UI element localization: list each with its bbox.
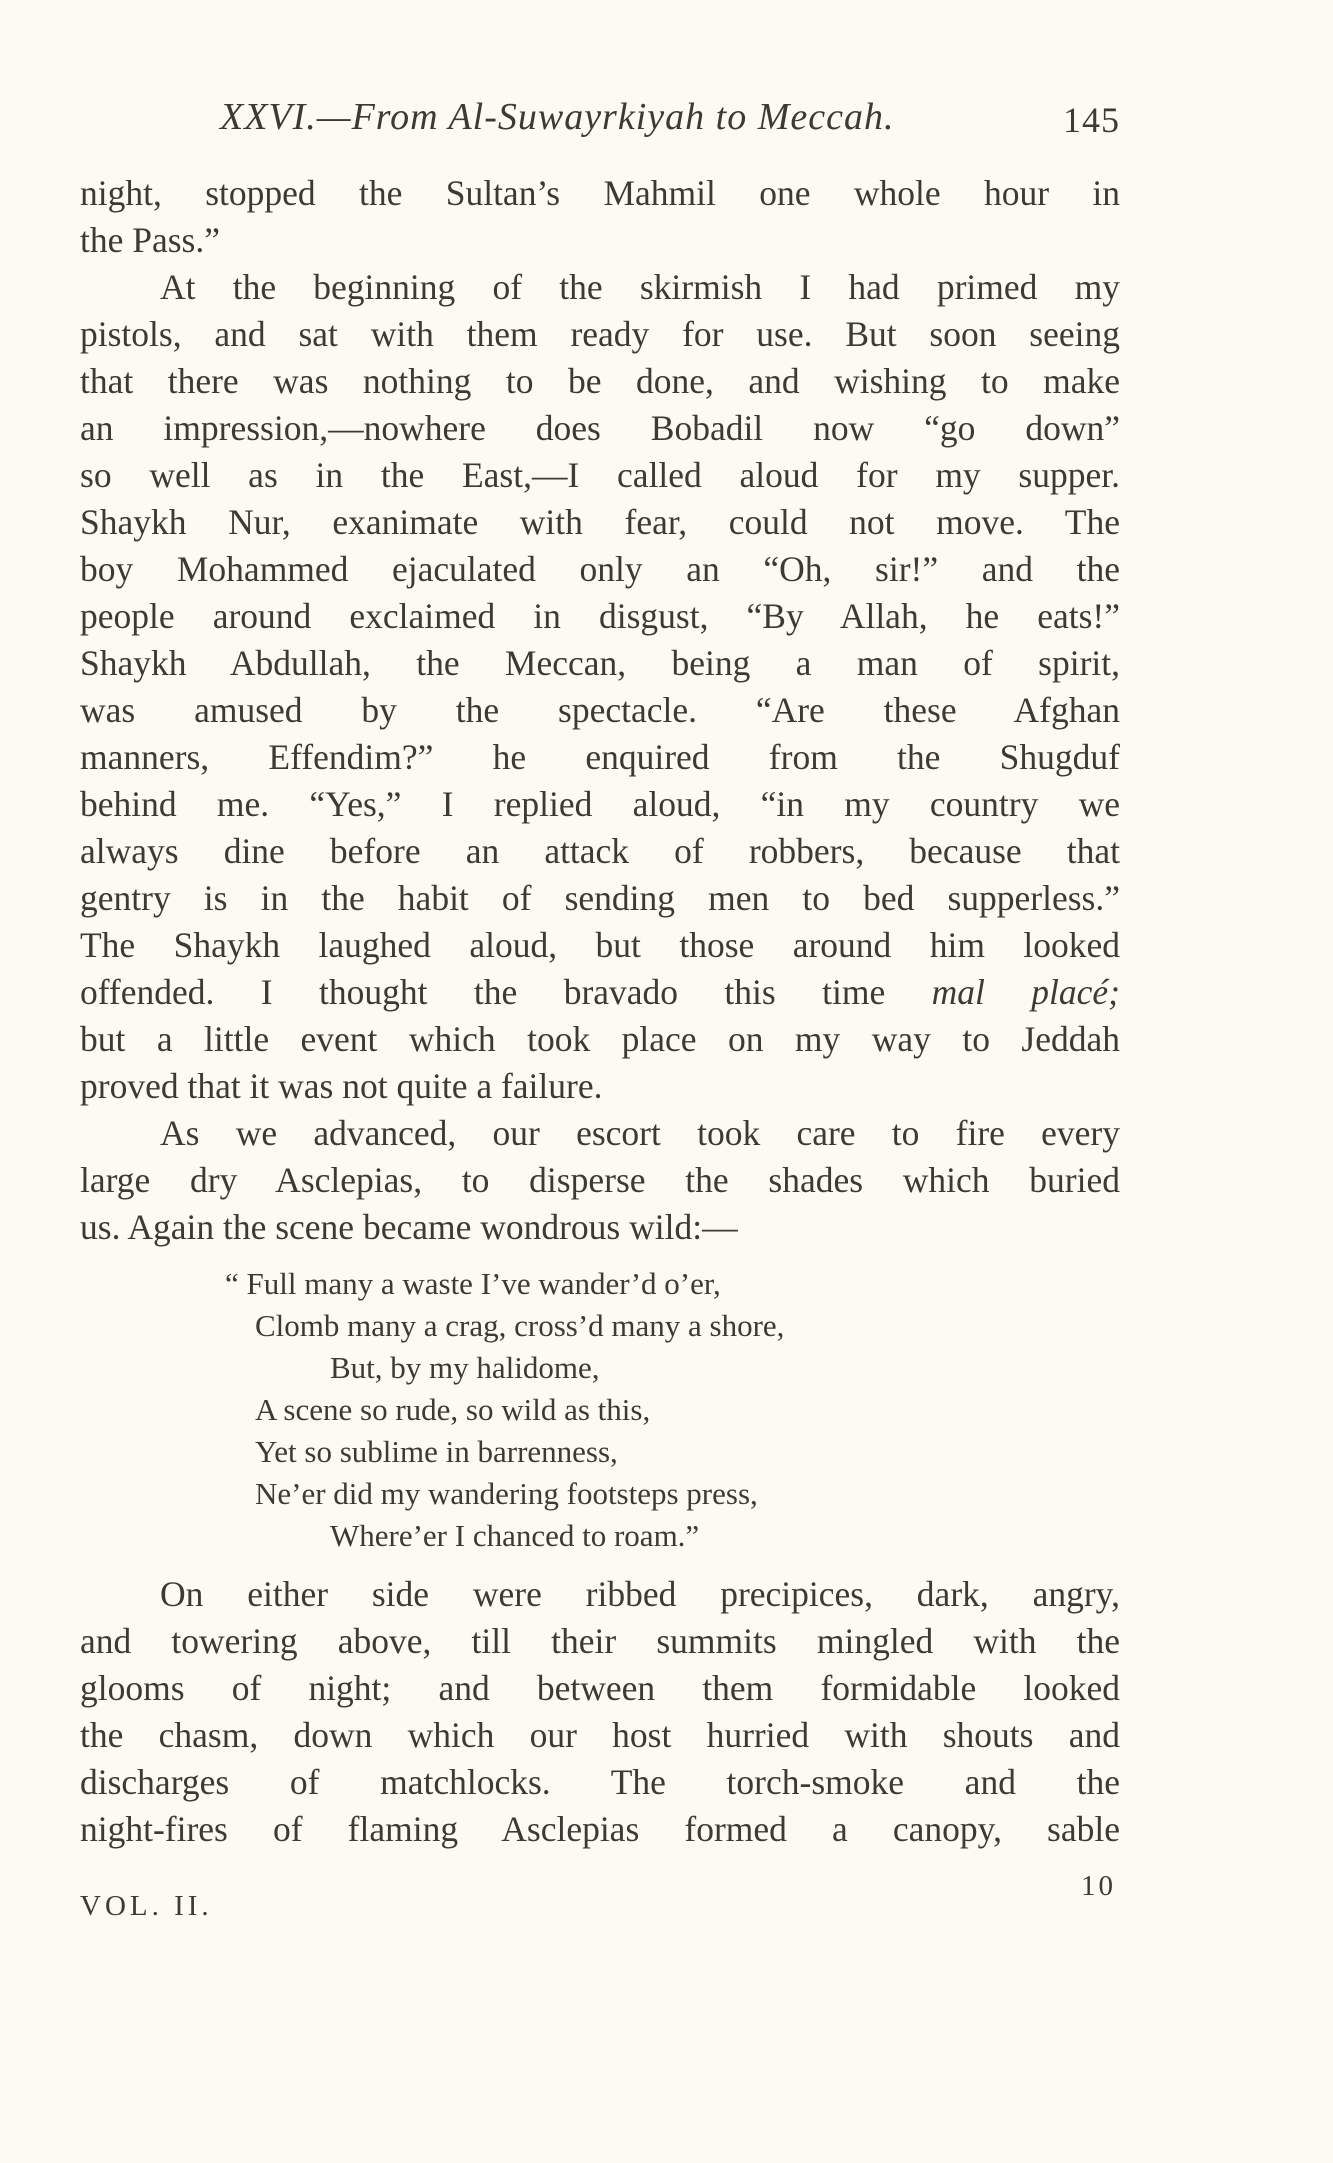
poem-line: A scene so rude, so wild as this,: [255, 1392, 651, 1427]
text-line: so well as in the East,—I called aloud for my supper.: [80, 455, 1120, 495]
running-head: XXVI.—From Al-Suwayrkiyah to Meccah.: [220, 96, 895, 138]
text-line: The Shaykh laughed aloud, but those around him looked: [80, 925, 1120, 965]
text-line: the chasm, down which our host hurried with shouts and: [80, 1715, 1120, 1755]
text-line: manners, Effendim?” he enquired from the Shugduf: [80, 737, 1120, 777]
poem-line: Yet so sublime in barrenness,: [255, 1434, 618, 1469]
italic-phrase: mal placé;: [931, 972, 1120, 1012]
poem-quotation: [80, 1263, 1120, 1557]
text-line: night-fires of flaming Asclepias formed a canopy, sable: [80, 1809, 1120, 1849]
poem-line: But, by my halidome,: [330, 1350, 600, 1385]
text-segment: offended. I thought the bravado this time: [80, 972, 932, 1012]
text-line: proved that it was not quite a failure.: [80, 1066, 603, 1106]
poem-line: “ Full many a waste I’ve wander’d o’er,: [225, 1266, 721, 1301]
text-line: pistols, and sat with them ready for use. But soon seeing: [80, 314, 1120, 354]
volume-label: VOL. II.: [80, 1890, 213, 1922]
text-line: behind me. “Yes,” I replied aloud, “in my country we: [80, 784, 1120, 824]
text-line: Shaykh Abdullah, the Meccan, being a man of spirit,: [80, 643, 1120, 683]
text-line: was amused by the spectacle. “Are these Afghan: [80, 690, 1120, 730]
text-line: night, stopped the Sultan’s Mahmil one whole hour in: [80, 173, 1120, 213]
text-line: always dine before an attack of robbers, because that: [80, 831, 1120, 871]
text-line: boy Mohammed ejaculated only an “Oh, sir!” and the: [80, 549, 1120, 589]
text-line: and towering above, till their summits mingled with the: [80, 1621, 1120, 1661]
text-line: As we advanced, our escort took care to fire every: [160, 1113, 1120, 1153]
body-text: [80, 170, 1120, 1853]
text-line: At the beginning of the skirmish I had primed my: [160, 267, 1120, 307]
text-line: glooms of night; and between them formidable looked: [80, 1668, 1120, 1708]
text-line: an impression,—nowhere does Bobadil now “go down”: [80, 408, 1120, 448]
poem-line: Ne’er did my wandering footsteps press,: [255, 1476, 758, 1511]
text-line: Shaykh Nur, exanimate with fear, could not move. The: [80, 502, 1120, 542]
text-line: the Pass.”: [80, 220, 221, 260]
text-line: us. Again the scene became wondrous wild:—: [80, 1207, 738, 1247]
page-number: 145: [1063, 100, 1120, 140]
poem-line: Clomb many a crag, cross’d many a shore,: [255, 1308, 785, 1343]
text-line: large dry Asclepias, to disperse the shades which buried: [80, 1160, 1120, 1200]
text-line: but a little event which took place on my way to Jeddah: [80, 1019, 1120, 1059]
text-line: discharges of matchlocks. The torch-smoke and the: [80, 1762, 1120, 1802]
page-header: [80, 95, 1120, 145]
text-line: that there was nothing to be done, and wishing to make: [80, 361, 1120, 401]
text-line: gentry is in the habit of sending men to bed supperless.”: [80, 878, 1120, 918]
text-line: people around exclaimed in disgust, “By Allah, he eats!”: [80, 596, 1120, 636]
page-footer: [80, 1870, 1120, 1920]
signature-mark: 10: [1081, 1870, 1116, 1902]
text-line: On either side were ribbed precipices, dark, angry,: [160, 1574, 1120, 1614]
poem-line: Where’er I chanced to roam.”: [330, 1518, 700, 1553]
text-line: [80, 969, 1120, 1016]
